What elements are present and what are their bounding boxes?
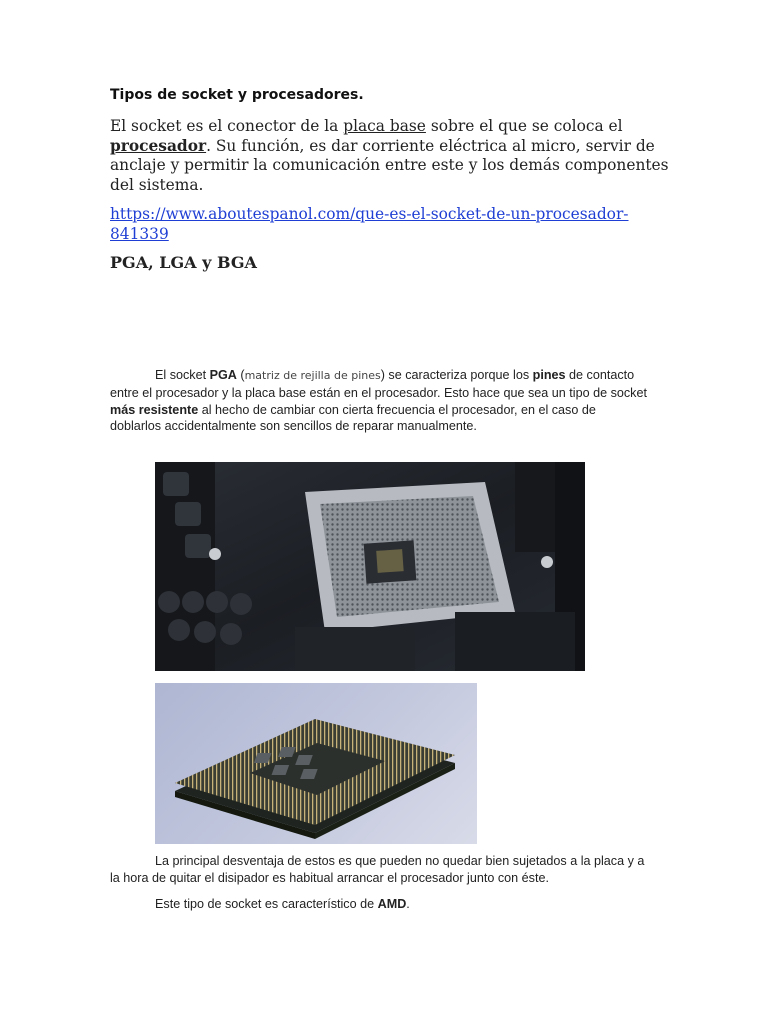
pga-text-d: de contacto entre el procesador y la placa base están en el procesador. Esto hace que sea un tipo de socket (110, 368, 647, 400)
pga-text-b: ( (236, 368, 245, 382)
intro-text-2: sobre el que se coloca el (425, 117, 623, 135)
disadvantage-paragraph (110, 853, 655, 887)
cpu-photo-graphic (155, 683, 477, 844)
pga-text-c: ) se caracteriza porque los (380, 368, 533, 382)
socket-photo (155, 462, 585, 671)
intro-paragraph (110, 117, 670, 195)
pga-text-a: El socket (155, 368, 210, 382)
intro-text-3: . Su función, es dar corriente eléctrica al micro, servir de anclaje y permitir la comunicación entre este y los demás componentes del sistema. (110, 136, 669, 194)
amd-text-b: . (406, 897, 410, 911)
section-subtitle: PGA, LGA y BGA (110, 253, 257, 272)
pga-term: PGA (209, 368, 237, 382)
pines-term: pines (532, 368, 566, 382)
procesador-link[interactable]: procesador (110, 136, 207, 155)
pga-definition: matriz de rejilla de pines (244, 369, 381, 382)
amd-paragraph (110, 896, 655, 913)
cpu-photo (155, 683, 477, 844)
disadvantage-text: La principal desventaja de estos es que pueden no quedar bien sujetados a la placa y a la hora de quitar el disipador es habitual arrancar el procesador junto con éste. (110, 854, 645, 885)
pga-paragraph (110, 367, 650, 435)
pga-text-e: al hecho de cambiar con cierta frecuencia el procesador, en el caso de doblarlos accidentalmente son sencillos de reparar manualmente. (110, 402, 596, 434)
placa-base-link[interactable]: placa base (343, 117, 426, 135)
resistente-term: más resistente (110, 402, 199, 417)
socket-photo-graphic (155, 462, 585, 671)
document-title: Tipos de socket y procesadores. (110, 87, 364, 103)
intro-text-1: El socket es el conector de la (110, 117, 344, 135)
amd-text-a: Este tipo de socket es característico de (155, 897, 378, 911)
source-link[interactable]: https://www.aboutespanol.com/que-es-el-socket-de-un-procesador-841339 (110, 205, 629, 243)
amd-term: AMD (377, 897, 407, 911)
